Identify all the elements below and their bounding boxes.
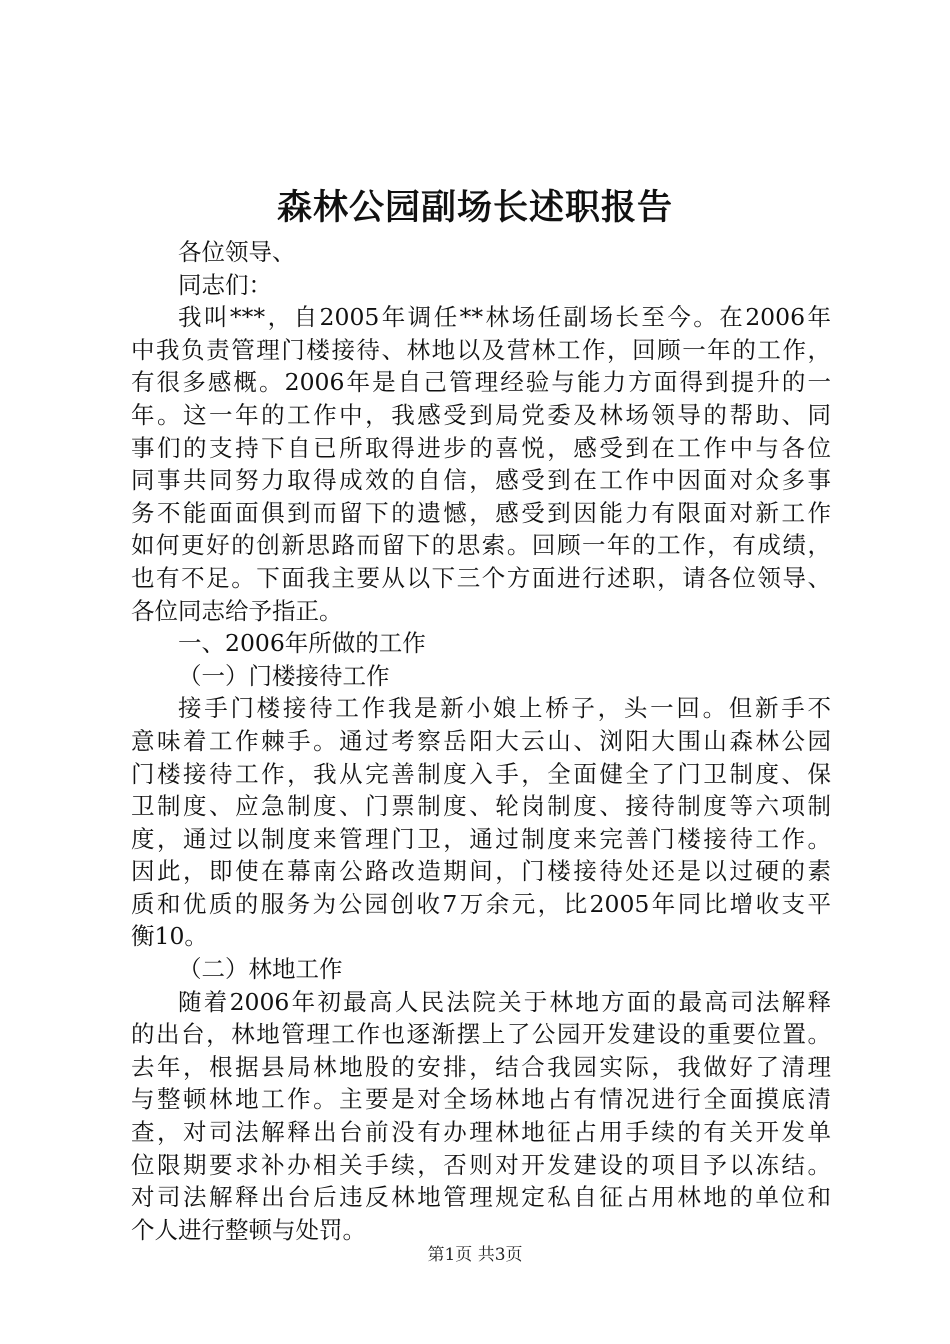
paragraph-line: 卫制度、应急制度、门票制度、轮岗制度、接待制度等六项制 xyxy=(131,792,831,821)
paragraph-line: 质和优质的服务为公园创收7万余元，比2005年同比增收支平 xyxy=(131,889,831,918)
document-title: 森林公园副场长述职报告 xyxy=(276,187,673,228)
paragraph-line: 各位同志给予指正。 xyxy=(131,596,343,625)
paragraph-line: 中我负责管理门楼接待、林地以及营林工作，回顾一年的工作， xyxy=(131,335,831,364)
paragraph-line: 如何更好的创新思路而留下的思索。回顾一年的工作，有成绩， xyxy=(131,531,831,560)
paragraph-line: 去年，根据县局林地股的安排，结合我园实际，我做好了清理 xyxy=(131,1052,831,1081)
paragraph-line: 意味着工作棘手。通过考察岳阳大云山、浏阳大围山森林公园 xyxy=(131,726,831,755)
paragraph-line: 度，通过以制度来管理门卫，通过制度来完善门楼接待工作。 xyxy=(131,824,831,853)
paragraph-line: 与整顿林地工作。主要是对全场林地占有情况进行全面摸底清 xyxy=(131,1085,831,1114)
paragraph-line: 务不能面面俱到而留下的遗憾，感受到因能力有限面对新工作 xyxy=(131,498,831,527)
page-footer: 第1页 共3页 xyxy=(427,1245,523,1265)
subsection-heading: （一）门楼接待工作 xyxy=(178,661,390,690)
paragraph-line: 的出台，林地管理工作也逐渐摆上了公园开发建设的重要位置。 xyxy=(131,1020,831,1049)
paragraph-line: 门楼接待工作，我从完善制度入手，全面健全了门卫制度、保 xyxy=(131,759,831,788)
salutation-line: 各位领导、 xyxy=(178,238,296,266)
paragraph-line: 位限期要求补办相关手续，否则对开发建设的项目予以冻结。 xyxy=(131,1150,831,1179)
paragraph-line: 也有不足。下面我主要从以下三个方面进行述职，请各位领导、 xyxy=(131,563,831,592)
paragraph-line: 事们的支持下自已所取得进步的喜悦，感受到在工作中与各位 xyxy=(131,433,831,462)
paragraph-line: 个人进行整顿与处罚。 xyxy=(131,1215,366,1244)
paragraph-line: 查，对司法解释出台前没有办理林地征占用手续的有关开发单 xyxy=(131,1118,831,1147)
document-body xyxy=(131,236,831,1246)
paragraph-line: 随着2006年初最高人民法院关于林地方面的最高司法解释 xyxy=(178,987,831,1016)
paragraph-line: 接手门楼接待工作我是新小娘上桥子，头一回。但新手不 xyxy=(178,694,831,723)
paragraph-line: 衡10。 xyxy=(131,922,208,951)
paragraph-line: 有很多感概。2006年是自己管理经验与能力方面得到提升的一 xyxy=(131,368,831,397)
subsection-heading: （二）林地工作 xyxy=(178,955,343,984)
paragraph-line: 同事共同努力取得成效的自信，感受到在工作中因面对众多事 xyxy=(131,466,831,495)
paragraph-line: 我叫***，自2005年调任**林场任副场长至今。在2006年 xyxy=(178,303,831,332)
paragraph-line: 年。这一年的工作中，我感受到局党委及林场领导的帮助、同 xyxy=(131,400,831,429)
paragraph-line: 因此，即使在幕南公路改造期间，门楼接待处还是以过硬的素 xyxy=(131,857,831,886)
paragraph-line: 对司法解释出台后违反林地管理规定私自征占用林地的单位和 xyxy=(131,1183,831,1212)
salutation-line: 同志们： xyxy=(178,270,272,299)
section-heading: 一、2006年所做的工作 xyxy=(178,629,426,658)
